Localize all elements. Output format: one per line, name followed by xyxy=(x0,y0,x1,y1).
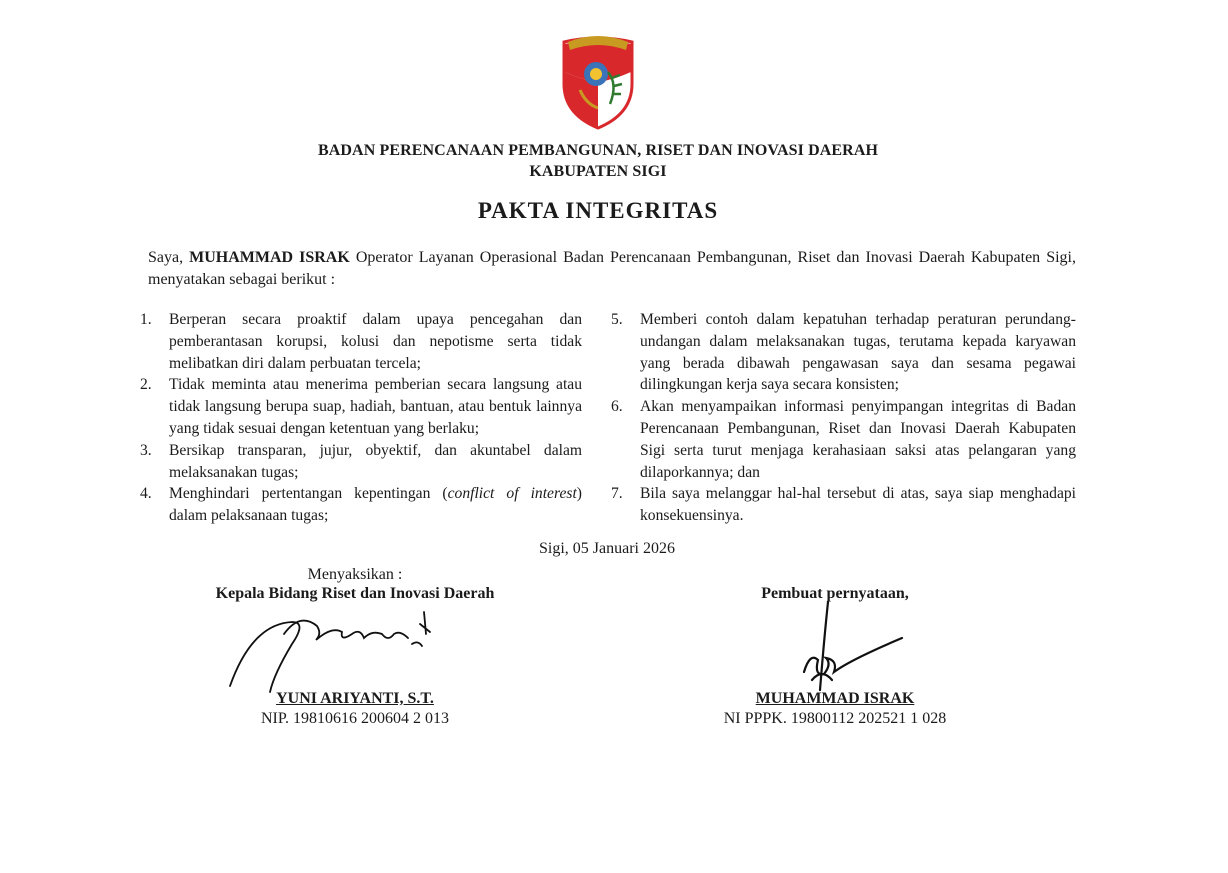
pledge-item: 1. Berperan secara proaktif dalam upaya pencegahan dan pemberantasan korupsi, kolusi dan nepotisme serta tidak melibatkan diri dalam perbuatan tercela; xyxy=(140,311,582,372)
witness-signature-icon xyxy=(222,604,452,694)
pledge-item: 3. Bersikap transparan, jujur, obyektif, dan akuntabel dalam melaksanakan tugas; xyxy=(140,441,582,481)
witness-name: YUNI ARIYANTI, S.T. xyxy=(276,690,434,707)
agency-name-line1: BADAN PERENCANAAN PEMBANGUNAN, RISET DAN INOVASI DAERAH xyxy=(317,142,879,159)
document-title: PAKTA INTEGRITAS xyxy=(477,198,719,223)
witness-label: Menyaksikan : xyxy=(307,566,403,583)
declarant-name: MUHAMMAD ISRAK xyxy=(189,249,350,266)
intro-paragraph: Saya, MUHAMMAD ISRAK Operator Layanan Operasional Badan Perencanaan Pembangunan, Riset dan Inovasi Daerah Kabupaten Sigi, menyatakan sebagai berikut : xyxy=(148,249,1076,288)
pledge-item: 2. Tidak meminta atau menerima pemberian secara langsung atau tidak langsung berupa suap, hadiah, bantuan, atau bentuk lainnya yang tidak sesuai dengan ketentuan yang berlaku; xyxy=(140,376,582,437)
witness-nip: NIP. 19810616 200604 2 013 xyxy=(260,710,449,727)
witness-title: Kepala Bidang Riset dan Inovasi Daerah xyxy=(215,585,495,602)
pledge-list-right xyxy=(611,309,1076,527)
kabupaten-sigi-emblem-icon xyxy=(558,32,638,130)
place-date: Sigi, 05 Januari 2026 xyxy=(539,540,675,557)
maker-label: Pembuat pernyataan, xyxy=(761,585,909,602)
maker-nip: NI PPPK. 19800112 202521 1 028 xyxy=(723,710,947,727)
pledge-item: 4. Menghindari pertentangan kepentingan (conflict of interest) dalam pelaksanaan tugas; xyxy=(140,485,582,525)
pledge-item: 7. Bila saya melanggar hal-hal tersebut di atas, saya siap menghadapi konsekuensinya. xyxy=(611,485,1076,525)
maker-signature-icon xyxy=(790,600,910,695)
agency-name-line2: KABUPATEN SIGI xyxy=(529,163,667,180)
maker-name: MUHAMMAD ISRAK xyxy=(755,690,915,707)
pledge-item: 5. Memberi contoh dalam kepatuhan terhadap peraturan perundang-undangan dalam melaksanakan tugas, terutama kepada karyawan yang berada dibawah pengawasan saya dan sesama pegawai dilingkungan kerja saya secara konsisten; xyxy=(611,311,1076,394)
pledge-list-left xyxy=(140,309,582,527)
pledge-item: 6. Akan menyampaikan informasi penyimpangan integritas di Badan Perencanaan Pembangunan, Riset dan Inovasi Daerah Kabupaten Sigi serta turut menjaga kerahasiaan saksi atas pelangaran yang dilaporkannya; dan xyxy=(611,398,1076,481)
